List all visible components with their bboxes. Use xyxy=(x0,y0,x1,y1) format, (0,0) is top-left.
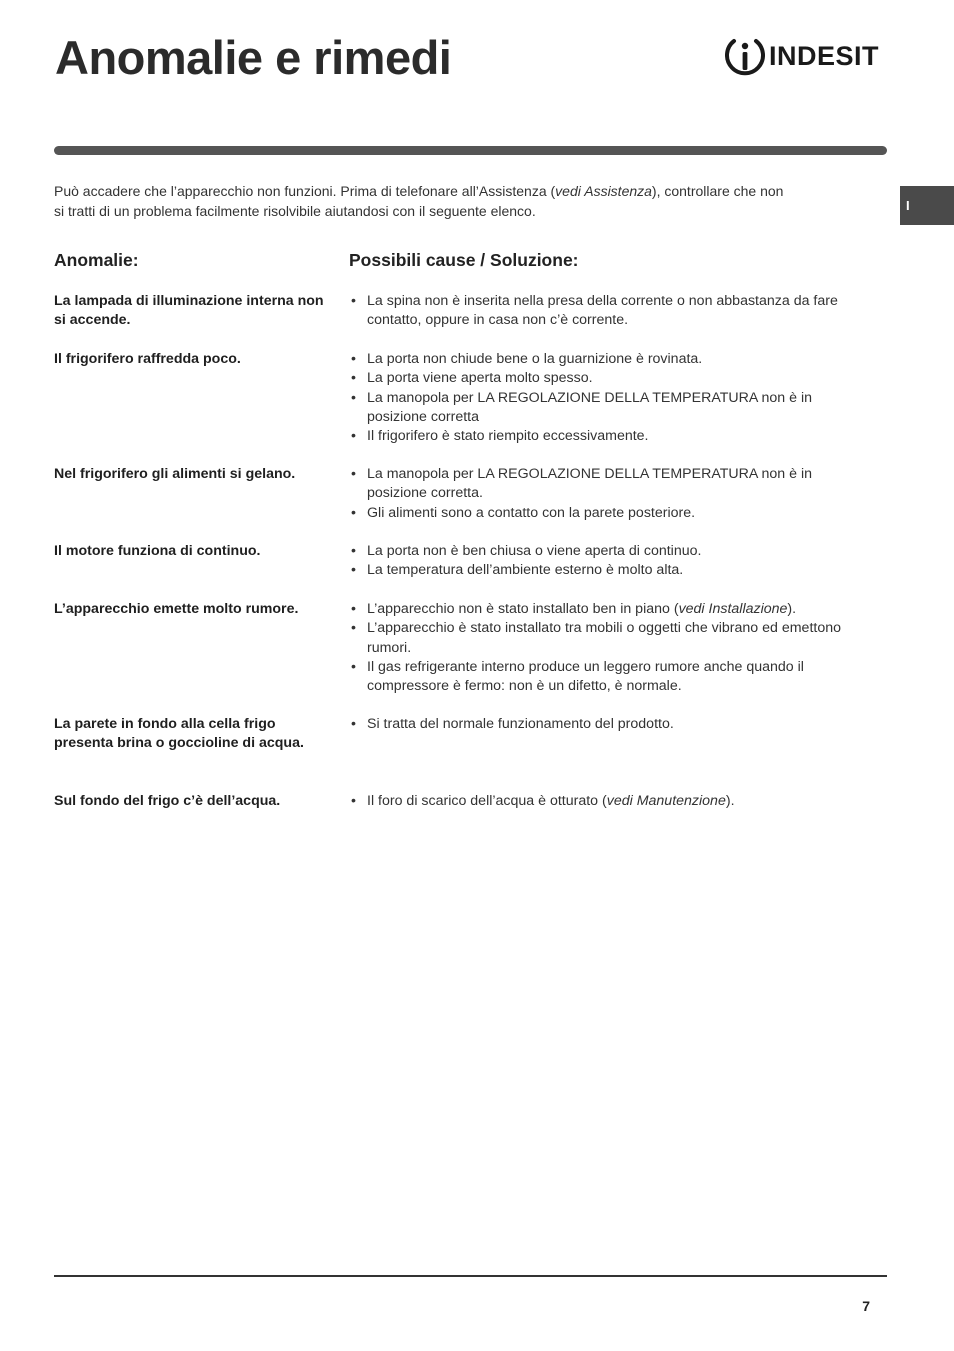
cause-item: • Gli alimenti sono a contatto con la parete posteriore. xyxy=(349,504,849,523)
cause-reference: vedi Installazione xyxy=(678,601,788,617)
page-number: 7 xyxy=(862,1298,870,1314)
cause-reference: vedi Manutenzione xyxy=(606,793,726,809)
causes-list xyxy=(349,542,849,581)
cause-item: • La manopola per LA REGOLAZIONE DELLA TEMPERATURA non è in posizione corretta. xyxy=(349,465,849,504)
footer-divider xyxy=(54,1275,887,1277)
cause-item: • La temperatura dell’ambiente esterno è molto alta. xyxy=(349,561,849,580)
problem-text: Sul fondo del frigo c’è dell’acqua. xyxy=(54,793,281,809)
cause-item: • La porta viene aperta molto spesso. xyxy=(349,369,849,388)
causes-list xyxy=(349,715,849,734)
page-title: Anomalie e rimedi xyxy=(55,31,452,84)
intro-part1: Può accadere che l’apparecchio non funzioni. Prima di telefonare all’Assistenza ( xyxy=(54,183,556,199)
problem-text: Il frigorifero raffredda poco. xyxy=(54,351,241,367)
cause-item: • Il frigorifero è stato riempito eccessivamente. xyxy=(349,427,849,446)
causes-list xyxy=(349,600,849,696)
problem-text: Nel frigorifero gli alimenti si gelano. xyxy=(54,466,296,482)
cause-item: • L’apparecchio è stato installato tra mobili o oggetti che vibrano ed emettono rumori. xyxy=(349,619,849,658)
problem-text: La parete in fondo alla cella frigo presenta brina o goccioline di acqua. xyxy=(54,716,304,752)
problem-text: L’apparecchio emette molto rumore. xyxy=(54,601,299,617)
language-tab: I xyxy=(900,186,954,225)
anomalies-heading: Anomalie: xyxy=(54,250,139,270)
causes-list xyxy=(349,292,849,331)
cause-text: Il foro di scarico dell’acqua è otturato ( xyxy=(367,793,607,809)
brand-logo xyxy=(725,33,879,79)
cause-item xyxy=(349,600,849,619)
cause-item xyxy=(349,792,849,811)
intro-part2: ), controllare che non si tratti di un problema facilmente risolvibile aiutandosi con il seguente elenco. xyxy=(54,183,784,219)
intro-text xyxy=(54,181,794,221)
cause-item: • Il gas refrigerante interno produce un leggero rumore anche quando il compressore è fermo: non è un difetto, è normale. xyxy=(349,658,849,697)
cause-item: • La porta non chiude bene o la guarnizione è rovinata. xyxy=(349,350,849,369)
cause-item: • La manopola per LA REGOLAZIONE DELLA TEMPERATURA non è in posizione corretta xyxy=(349,389,849,428)
intro-reference: vedi Assistenza xyxy=(555,183,652,199)
causes-list xyxy=(349,350,849,446)
cause-suffix: ). xyxy=(725,793,735,809)
problem-text: Il motore funziona di continuo. xyxy=(54,543,261,559)
problem-text: La lampada di illuminazione interna non si accende. xyxy=(54,293,324,329)
cause-item: • Si tratta del normale funzionamento del prodotto. xyxy=(349,715,849,734)
causes-list xyxy=(349,792,849,811)
cause-text: L’apparecchio non è stato installato ben in piano ( xyxy=(367,601,679,617)
cause-item: • La porta non è ben chiusa o viene aperta di continuo. xyxy=(349,542,849,561)
solutions-heading: Possibili cause / Soluzione: xyxy=(349,250,579,270)
header-divider xyxy=(54,146,887,155)
brand-name: INDESIT xyxy=(769,41,880,71)
causes-list xyxy=(349,465,849,523)
cause-suffix: ). xyxy=(787,601,797,617)
cause-item: • La spina non è inserita nella presa della corrente o non abbastanza da fare contatto, oppure in casa non c’è corrente. xyxy=(349,292,849,331)
indesit-logo-icon xyxy=(725,34,765,78)
